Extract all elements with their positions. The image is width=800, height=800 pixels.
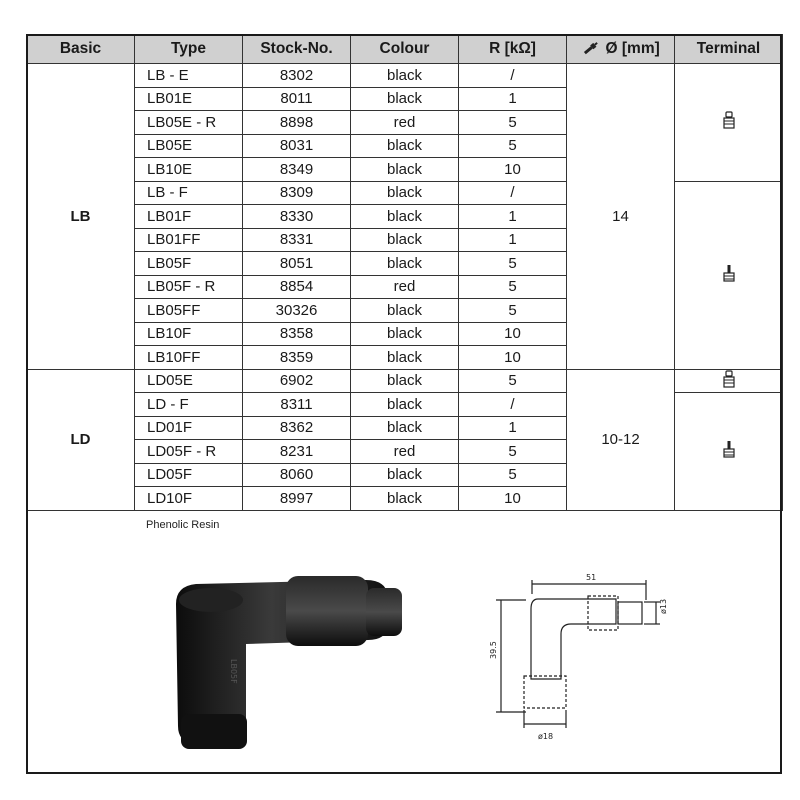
- resistance-cell: 5: [459, 440, 567, 464]
- type-cell: LB05E - R: [135, 111, 243, 135]
- type-cell: LB05F - R: [135, 275, 243, 299]
- colour-cell: black: [351, 158, 459, 182]
- type-cell: LD05F - R: [135, 440, 243, 464]
- type-cell: LD05E: [135, 369, 243, 393]
- colour-cell: black: [351, 252, 459, 276]
- type-cell: LB01FF: [135, 228, 243, 252]
- stock-no-cell: 8330: [243, 205, 351, 229]
- colour-cell: black: [351, 416, 459, 440]
- resistance-cell: 5: [459, 111, 567, 135]
- dimension-drawing: [466, 564, 716, 754]
- stock-no-cell: 6902: [243, 369, 351, 393]
- stock-no-cell: 8362: [243, 416, 351, 440]
- diameter-cell: 14: [567, 64, 675, 370]
- type-cell: LB10E: [135, 158, 243, 182]
- colour-cell: black: [351, 322, 459, 346]
- stock-no-cell: 30326: [243, 299, 351, 323]
- resistance-cell: 5: [459, 275, 567, 299]
- type-cell: LB01E: [135, 87, 243, 111]
- stock-no-cell: 8011: [243, 87, 351, 111]
- type-cell: LB05F: [135, 252, 243, 276]
- stock-no-cell: 8309: [243, 181, 351, 205]
- resistance-cell: 10: [459, 346, 567, 370]
- diameter-cell: 10-12: [567, 369, 675, 510]
- basic-cell: LB: [27, 64, 135, 370]
- colour-cell: black: [351, 205, 459, 229]
- resistance-cell: 5: [459, 463, 567, 487]
- colour-cell: black: [351, 181, 459, 205]
- dim-base-label: ø18: [538, 732, 554, 741]
- header-basic: Basic: [27, 35, 135, 64]
- type-cell: LB05E: [135, 134, 243, 158]
- resistance-cell: /: [459, 64, 567, 88]
- header-stock-no: Stock-No.: [243, 35, 351, 64]
- stock-no-cell: 8349: [243, 158, 351, 182]
- colour-cell: black: [351, 487, 459, 511]
- stock-no-cell: 8898: [243, 111, 351, 135]
- dim-height-label: 39.5: [489, 641, 498, 659]
- colour-cell: black: [351, 346, 459, 370]
- stock-no-cell: 8359: [243, 346, 351, 370]
- colour-cell: black: [351, 228, 459, 252]
- dim-width-label: 51: [586, 573, 597, 582]
- stock-no-cell: 8060: [243, 463, 351, 487]
- type-cell: LD05F: [135, 463, 243, 487]
- stock-no-cell: 8311: [243, 393, 351, 417]
- colour-cell: red: [351, 111, 459, 135]
- resistance-cell: 5: [459, 134, 567, 158]
- resistance-cell: 5: [459, 299, 567, 323]
- type-cell: LB10FF: [135, 346, 243, 370]
- stock-no-cell: 8997: [243, 487, 351, 511]
- spark-plug-cap-photo: [136, 564, 426, 764]
- header-resistance: R [kΩ]: [459, 35, 567, 64]
- type-cell: LD - F: [135, 393, 243, 417]
- colour-cell: black: [351, 299, 459, 323]
- colour-cell: black: [351, 134, 459, 158]
- resistance-cell: 10: [459, 322, 567, 346]
- header-terminal: Terminal: [675, 35, 783, 64]
- stock-no-cell: 8854: [243, 275, 351, 299]
- resistance-cell: 5: [459, 252, 567, 276]
- stock-no-cell: 8331: [243, 228, 351, 252]
- type-cell: LD10F: [135, 487, 243, 511]
- header-type: Type: [135, 35, 243, 64]
- header-diameter-label: Ø [mm]: [605, 40, 660, 57]
- resistance-cell: 5: [459, 369, 567, 393]
- resistance-cell: 1: [459, 205, 567, 229]
- dim-tip-label: ø13: [659, 598, 668, 614]
- stock-no-cell: 8051: [243, 252, 351, 276]
- colour-cell: black: [351, 393, 459, 417]
- colour-cell: red: [351, 275, 459, 299]
- svg-text:LB05F: LB05F: [229, 659, 238, 684]
- type-cell: LD01F: [135, 416, 243, 440]
- colour-cell: red: [351, 440, 459, 464]
- stock-no-cell: 8302: [243, 64, 351, 88]
- type-cell: LB05FF: [135, 299, 243, 323]
- resistance-cell: 1: [459, 87, 567, 111]
- resistance-cell: /: [459, 393, 567, 417]
- type-cell: LB10F: [135, 322, 243, 346]
- colour-cell: black: [351, 369, 459, 393]
- resistance-cell: 1: [459, 416, 567, 440]
- header-colour: Colour: [351, 35, 459, 64]
- stock-no-cell: 8231: [243, 440, 351, 464]
- basic-cell: LD: [27, 369, 135, 510]
- material-caption: Phenolic Resin: [146, 519, 220, 531]
- colour-cell: black: [351, 87, 459, 111]
- type-cell: LB - F: [135, 181, 243, 205]
- product-illustration-area: [26, 509, 782, 774]
- resistance-cell: 1: [459, 228, 567, 252]
- stock-no-cell: 8358: [243, 322, 351, 346]
- stock-no-cell: 8031: [243, 134, 351, 158]
- resistance-cell: 10: [459, 158, 567, 182]
- resistance-cell: /: [459, 181, 567, 205]
- colour-cell: black: [351, 64, 459, 88]
- resistance-cell: 10: [459, 487, 567, 511]
- type-cell: LB01F: [135, 205, 243, 229]
- type-cell: LB - E: [135, 64, 243, 88]
- colour-cell: black: [351, 463, 459, 487]
